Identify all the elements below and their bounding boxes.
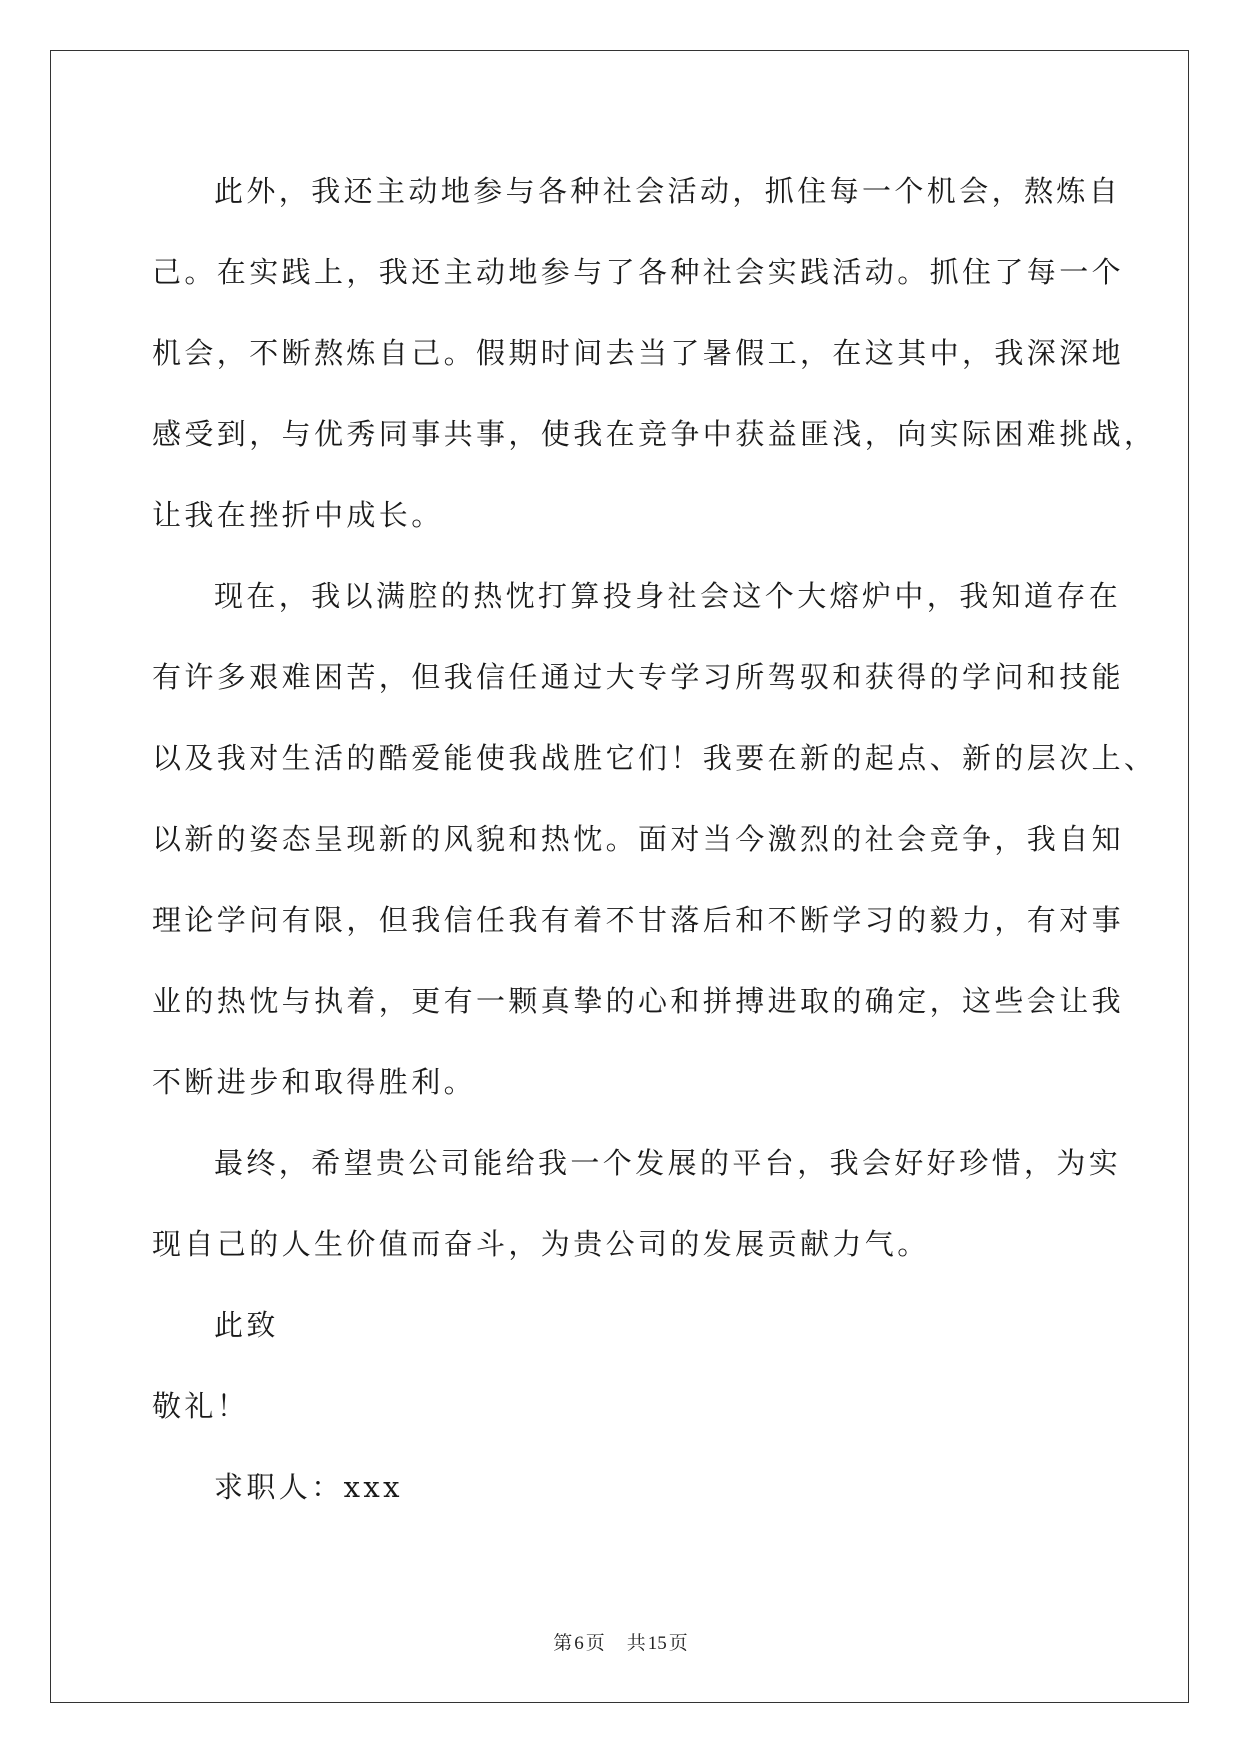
salutation: 敬礼！ <box>152 1389 250 1423</box>
paragraph-activities <box>152 159 1157 564</box>
text-line: 理论学问有限，但我信任我有着不甘落后和不断学习的毅力，有对事 <box>152 903 1125 937</box>
text-line: 业的热忱与执着，更有一颗真挚的心和拼搏进取的确定，这些会让我 <box>152 984 1125 1018</box>
paragraph-conclusion <box>152 1131 1122 1293</box>
total-page-count: 15 <box>647 1633 667 1654</box>
text-line: 有许多艰难困苦，但我信任通过大专学习所驾驭和获得的学问和技能 <box>152 660 1125 694</box>
page-suffix: 页 <box>585 1632 605 1654</box>
text-line: 此外，我还主动地参与各种社会活动，抓住每一个机会，熬炼自 <box>214 174 1122 208</box>
text-line: 现在，我以满腔的热忱打算投身社会这个大熔炉中，我知道存在 <box>214 579 1122 613</box>
total-suffix: 页 <box>668 1632 688 1654</box>
total-prefix: 共 <box>626 1632 646 1654</box>
text-line: 以及我对生活的酷爱能使我战胜它们！我要在新的起点、新的层次上、 <box>152 741 1157 775</box>
closing-phrase: 此致 <box>214 1308 279 1342</box>
page-prefix: 第 <box>553 1632 573 1654</box>
text-line: 不断进步和取得胜利。 <box>152 1065 477 1099</box>
text-line: 己。在实践上，我还主动地参与了各种社会实践活动。抓住了每一个 <box>152 255 1125 289</box>
page-number-footer <box>0 1628 1241 1655</box>
text-line: 最终，希望贵公司能给我一个发展的平台，我会好好珍惜，为实 <box>214 1146 1122 1180</box>
text-line: 以新的姿态呈现新的风貌和热忱。面对当今激烈的社会竞争，我自知 <box>152 822 1125 856</box>
paragraph-commitment <box>152 564 1157 1131</box>
letter-body <box>152 159 1157 1536</box>
text-line: 机会，不断熬炼自己。假期时间去当了暑假工，在这其中，我深深地 <box>152 336 1125 370</box>
signature: 求职人：xxx <box>214 1470 403 1504</box>
text-line: 让我在挫折中成长。 <box>152 498 444 532</box>
current-page-number: 6 <box>574 1633 584 1654</box>
text-line: 感受到，与优秀同事共事，使我在竞争中获益匪浅，向实际困难挑战， <box>152 417 1157 451</box>
text-line: 现自己的人生价值而奋斗，为贵公司的发展贡献力气。 <box>152 1227 930 1261</box>
